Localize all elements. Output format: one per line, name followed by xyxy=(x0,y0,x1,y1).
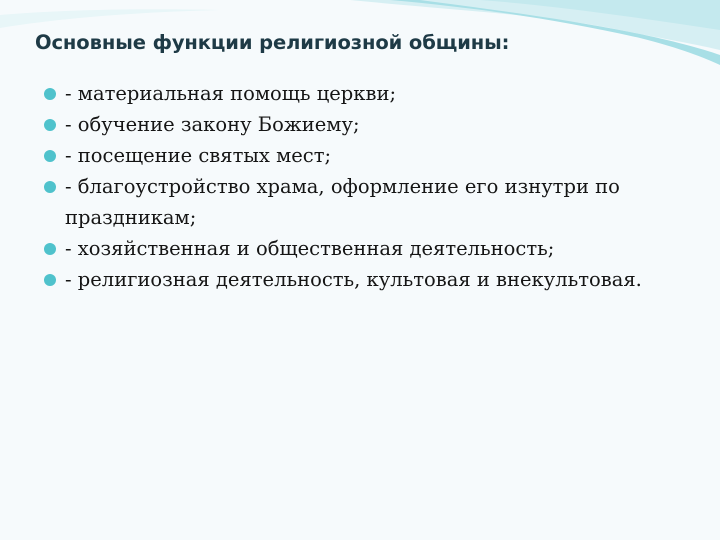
bullet-item xyxy=(44,171,694,233)
bullet-item xyxy=(44,233,694,264)
bullet-item xyxy=(44,140,694,171)
bullet-item xyxy=(44,78,694,109)
bullet-dot-icon xyxy=(44,150,56,162)
bullet-dot-icon xyxy=(44,181,56,193)
bullet-list xyxy=(44,78,694,295)
bullet-dot-icon xyxy=(44,274,56,286)
bullet-text: - хозяйственная и общественная деятельность; xyxy=(65,237,555,260)
bullet-dot-icon xyxy=(44,243,56,255)
bullet-item xyxy=(44,264,694,295)
bullet-dot-icon xyxy=(44,119,56,131)
slide-title: Основные функции религиозной общины: xyxy=(35,31,510,54)
bullet-item xyxy=(44,109,694,140)
bullet-text: - обучение закону Божиему; xyxy=(65,113,360,136)
bullet-text: - религиозная деятельность, культовая и внекультовая. xyxy=(65,268,642,291)
bullet-text: - благоустройство храма, оформление его изнутри по праздникам; xyxy=(65,175,620,229)
bullet-dot-icon xyxy=(44,88,56,100)
bullet-text: - посещение святых мест; xyxy=(65,144,332,167)
bullet-text: - материальная помощь церкви; xyxy=(65,82,397,105)
